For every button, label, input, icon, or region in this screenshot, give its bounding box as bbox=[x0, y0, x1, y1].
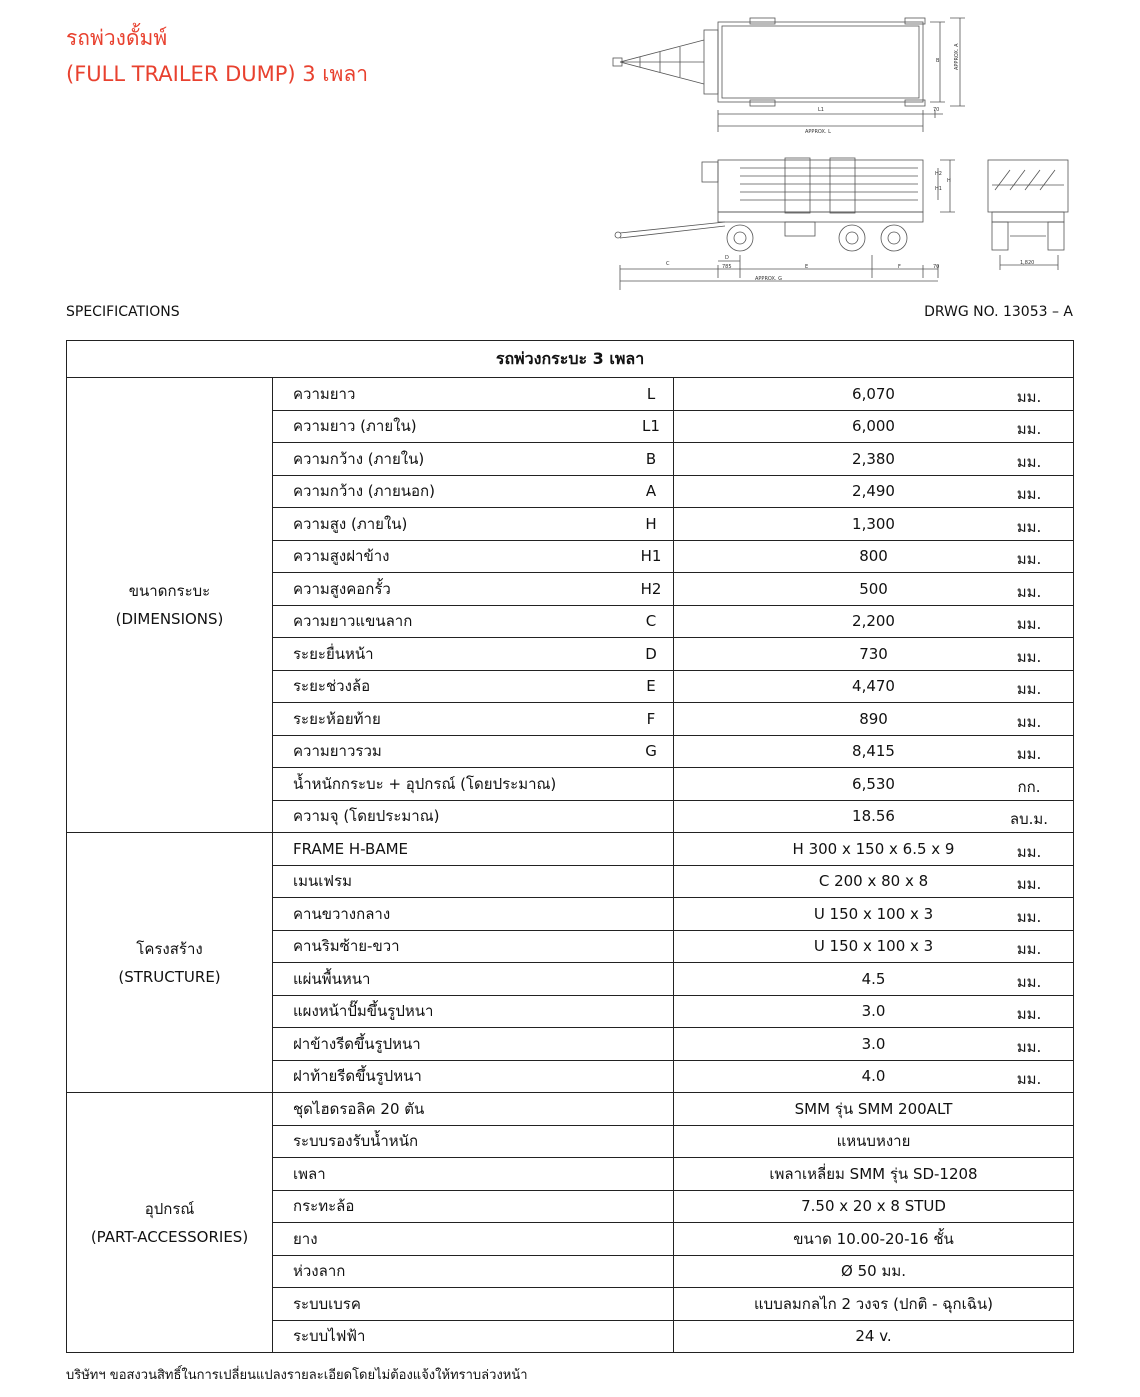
value-text: 6,530 bbox=[852, 774, 895, 793]
value-cell bbox=[674, 1288, 1074, 1321]
parameter-cell bbox=[273, 800, 674, 833]
parameter-name: ยาง bbox=[293, 1229, 318, 1248]
value-text: เพลาเหลี่ยม SMM รุ่น SD-1208 bbox=[769, 1164, 978, 1183]
parameter-cell bbox=[273, 1028, 674, 1061]
parameter-cell bbox=[273, 703, 674, 736]
parameter-cell bbox=[273, 768, 674, 801]
rear-view-drawing bbox=[988, 160, 1068, 270]
parameter-name: ระยะห้อยท้าย bbox=[293, 709, 381, 728]
parameter-name: ความสูง (ภายใน) bbox=[293, 514, 408, 533]
value-text: 4.0 bbox=[861, 1067, 886, 1086]
parameter-name: ความจุ (โดยประมาณ) bbox=[293, 807, 440, 826]
parameter-cell bbox=[273, 1093, 674, 1126]
top-view-drawing bbox=[613, 18, 965, 132]
parameter-name: ความยาว bbox=[293, 384, 356, 403]
value-text: Ø 50 มม. bbox=[841, 1262, 906, 1281]
unit-text: มม. bbox=[1016, 875, 1042, 894]
parameter-cell bbox=[273, 410, 674, 443]
value-cell bbox=[674, 1255, 1074, 1288]
drawing-label: 1,820 bbox=[1020, 260, 1035, 266]
parameter-name: เมนเฟรม bbox=[293, 872, 352, 891]
drawing-label: 70 bbox=[933, 264, 940, 270]
trailer-technical-drawing bbox=[600, 10, 1080, 290]
value-cell bbox=[674, 1158, 1074, 1191]
drawing-label: L1 bbox=[818, 107, 824, 113]
parameter-cell bbox=[273, 573, 674, 606]
value-cell bbox=[674, 963, 1074, 996]
parameter-name: ความกว้าง (ภายนอก) bbox=[293, 482, 435, 501]
parameter-symbol: L bbox=[646, 384, 656, 403]
unit-text: มม. bbox=[1016, 582, 1042, 601]
unit-text: มม. bbox=[1016, 1070, 1042, 1089]
drawing-label: F bbox=[898, 264, 901, 270]
parameter-symbol: A bbox=[645, 482, 657, 501]
page-title-english: (FULL TRAILER DUMP) 3 เพลา bbox=[66, 62, 368, 86]
value-cell bbox=[674, 1320, 1074, 1353]
value-text: 3.0 bbox=[861, 1034, 886, 1053]
table-row bbox=[67, 378, 1074, 411]
parameter-cell bbox=[273, 1060, 674, 1093]
parameter-name: ฝาข้างรีดขึ้นรูปหนา bbox=[293, 1034, 421, 1053]
parameter-name: ความยาว (ภายใน) bbox=[293, 417, 417, 436]
value-text: แบบลมกลไก 2 วงจร (ปกติ - ฉุกเฉิน) bbox=[754, 1294, 994, 1313]
parameter-name: ระบบไฟฟ้า bbox=[293, 1327, 366, 1346]
parameter-cell bbox=[273, 833, 674, 866]
value-cell bbox=[674, 1125, 1074, 1158]
parameter-cell bbox=[273, 1158, 674, 1191]
drawing-label: APPROX. L bbox=[805, 129, 831, 135]
parameter-symbol: B bbox=[645, 449, 657, 468]
parameter-name: กระทะล้อ bbox=[293, 1197, 355, 1216]
parameter-name: ระยะช่วงล้อ bbox=[293, 677, 371, 696]
parameter-symbol: G bbox=[645, 742, 657, 761]
parameter-cell bbox=[273, 443, 674, 476]
drawing-label: C bbox=[666, 261, 670, 267]
value-text: H 300 x 150 x 6.5 x 9 bbox=[792, 839, 955, 858]
parameter-cell bbox=[273, 638, 674, 671]
category-label-english: (STRUCTURE) bbox=[118, 967, 221, 986]
parameter-cell bbox=[273, 1320, 674, 1353]
unit-text: มม. bbox=[1016, 745, 1042, 764]
parameter-symbol: C bbox=[645, 612, 657, 631]
parameter-name: ระยะยื่นหน้า bbox=[293, 644, 374, 663]
value-text: 4,470 bbox=[852, 677, 895, 696]
parameter-cell bbox=[273, 865, 674, 898]
value-cell bbox=[674, 1223, 1074, 1256]
table-row bbox=[67, 1093, 1074, 1126]
side-view-drawing bbox=[615, 158, 955, 290]
parameter-name: แผงหน้าปั๊มขึ้นรูปหนา bbox=[293, 1002, 434, 1021]
parameter-cell bbox=[273, 1223, 674, 1256]
drawing-label: 785 bbox=[722, 264, 732, 270]
parameter-name: ความยาวแขนลาก bbox=[293, 612, 413, 631]
unit-text: ลบ.ม. bbox=[1009, 810, 1049, 829]
parameter-name: คานขวางกลาง bbox=[293, 904, 391, 923]
drawing-label: 70 bbox=[933, 107, 940, 113]
drawing-label: APPROX. A bbox=[954, 43, 960, 70]
value-text: 2,380 bbox=[852, 449, 895, 468]
parameter-cell bbox=[273, 1125, 674, 1158]
value-text: 3.0 bbox=[861, 1002, 886, 1021]
parameter-cell bbox=[273, 605, 674, 638]
parameter-symbol: D bbox=[645, 644, 657, 663]
drawing-number: DRWG NO. 13053 – A bbox=[924, 304, 1073, 320]
parameter-cell bbox=[273, 898, 674, 931]
value-text: 7.50 x 20 x 8 STUD bbox=[801, 1197, 946, 1216]
value-cell bbox=[674, 638, 1074, 671]
parameter-name: ชุดไฮดรอลิค 20 ตัน bbox=[293, 1099, 425, 1118]
drawing-label: APPROX. G bbox=[755, 276, 783, 282]
value-cell bbox=[674, 768, 1074, 801]
footnote-disclaimer: บริษัทฯ ขอสงวนสิทธิ์ในการเปลี่ยนแปลงรายละเอียดโดยไม่ต้องแจ้งให้ทราบล่วงหน้า bbox=[66, 1368, 528, 1383]
value-cell bbox=[674, 670, 1074, 703]
parameter-name: น้ำหนักกระบะ + อุปกรณ์ (โดยประมาณ) bbox=[293, 774, 557, 793]
parameter-name: ระบบรองรับน้ำหนัก bbox=[293, 1132, 419, 1151]
parameter-symbol: H bbox=[645, 514, 657, 533]
value-text: 500 bbox=[859, 579, 888, 598]
value-text: ขนาด 10.00-20-16 ชั้น bbox=[793, 1229, 954, 1248]
value-text: 800 bbox=[859, 547, 888, 566]
category-label-english: (DIMENSIONS) bbox=[115, 610, 224, 628]
parameter-name: เพลา bbox=[293, 1164, 326, 1183]
value-text: SMM รุ่น SMM 200ALT bbox=[794, 1099, 953, 1118]
parameter-symbol: F bbox=[646, 709, 656, 728]
drawing-label: D bbox=[725, 255, 729, 261]
unit-text: มม. bbox=[1016, 712, 1042, 731]
drawing-label: H2 bbox=[935, 171, 942, 177]
value-cell bbox=[674, 605, 1074, 638]
category-cell bbox=[67, 833, 273, 1093]
unit-text: มม. bbox=[1016, 452, 1042, 471]
value-cell bbox=[674, 735, 1074, 768]
value-cell bbox=[674, 443, 1074, 476]
parameter-name: ห่วงลาก bbox=[293, 1262, 346, 1281]
category-label-thai: อุปกรณ์ bbox=[144, 1199, 195, 1218]
unit-text: มม. bbox=[1016, 647, 1042, 666]
category-cell bbox=[67, 1093, 273, 1353]
parameter-cell bbox=[273, 995, 674, 1028]
value-cell bbox=[674, 930, 1074, 963]
value-text: 8,415 bbox=[852, 742, 895, 761]
value-text: 6,070 bbox=[852, 384, 895, 403]
value-text: 2,490 bbox=[852, 482, 895, 501]
drawing-label: E bbox=[805, 264, 809, 270]
value-cell bbox=[674, 833, 1074, 866]
value-text: 730 bbox=[859, 644, 888, 663]
value-cell bbox=[674, 475, 1074, 508]
drawing-label: B bbox=[936, 58, 940, 64]
category-label-english: (PART-ACCESSORIES) bbox=[90, 1227, 249, 1246]
drawing-dimension-labels bbox=[666, 43, 1034, 282]
value-cell bbox=[674, 800, 1074, 833]
table-title: รถพ่วงกระบะ 3 เพลา bbox=[67, 341, 1074, 378]
parameter-cell bbox=[273, 1255, 674, 1288]
parameter-cell bbox=[273, 1288, 674, 1321]
parameter-symbol: L1 bbox=[642, 417, 660, 436]
unit-text: มม. bbox=[1016, 615, 1042, 634]
value-text: 890 bbox=[859, 709, 888, 728]
page-title-thai: รถพ่วงดั้มพ์ bbox=[66, 26, 168, 50]
unit-text: มม. bbox=[1016, 1005, 1042, 1024]
value-text: 6,000 bbox=[852, 417, 895, 436]
parameter-name: ความยาวรวม bbox=[293, 742, 382, 761]
parameter-cell bbox=[273, 735, 674, 768]
drawing-label: H1 bbox=[935, 186, 942, 192]
parameter-cell bbox=[273, 1190, 674, 1223]
parameter-name: ระบบเบรค bbox=[293, 1294, 361, 1313]
value-cell bbox=[674, 898, 1074, 931]
parameter-cell bbox=[273, 930, 674, 963]
value-text: 4.5 bbox=[861, 969, 886, 988]
parameter-name: คานริมซ้าย-ขวา bbox=[293, 937, 400, 956]
parameter-name: ความสูงฝาข้าง bbox=[293, 547, 390, 566]
parameter-name: ความสูงคอกรั้ว bbox=[293, 579, 391, 598]
specifications-label: SPECIFICATIONS bbox=[66, 304, 180, 320]
unit-text: กก. bbox=[1017, 777, 1041, 796]
unit-text: มม. bbox=[1016, 940, 1042, 959]
value-cell bbox=[674, 1060, 1074, 1093]
parameter-cell bbox=[273, 670, 674, 703]
category-label-thai: โครงสร้าง bbox=[136, 939, 203, 958]
value-cell bbox=[674, 995, 1074, 1028]
value-cell bbox=[674, 1093, 1074, 1126]
parameter-cell bbox=[273, 378, 674, 411]
parameter-cell bbox=[273, 475, 674, 508]
value-text: แหนบหงาย bbox=[836, 1132, 911, 1151]
unit-text: มม. bbox=[1016, 420, 1042, 439]
value-cell bbox=[674, 378, 1074, 411]
unit-text: มม. bbox=[1016, 680, 1042, 699]
category-label-thai: ขนาดกระบะ bbox=[128, 582, 211, 600]
unit-text: มม. bbox=[1016, 842, 1042, 861]
parameter-cell bbox=[273, 963, 674, 996]
parameter-symbol: H2 bbox=[640, 579, 662, 598]
value-text: 24 v. bbox=[855, 1327, 892, 1346]
value-cell bbox=[674, 573, 1074, 606]
value-cell bbox=[674, 540, 1074, 573]
unit-text: มม. bbox=[1016, 1037, 1042, 1056]
table-row bbox=[67, 833, 1074, 866]
parameter-name: ฝาท้ายรีดขึ้นรูปหนา bbox=[293, 1067, 422, 1086]
value-cell bbox=[674, 1028, 1074, 1061]
value-text: U 150 x 100 x 3 bbox=[813, 904, 934, 923]
value-text: C 200 x 80 x 8 bbox=[818, 872, 929, 891]
parameter-name: FRAME H-BAME bbox=[293, 839, 409, 858]
parameter-cell bbox=[273, 508, 674, 541]
unit-text: มม. bbox=[1016, 972, 1042, 991]
value-text: 2,200 bbox=[852, 612, 895, 631]
specifications-table bbox=[66, 340, 1074, 1353]
value-text: 18.56 bbox=[852, 807, 895, 826]
unit-text: มม. bbox=[1016, 550, 1042, 569]
unit-text: มม. bbox=[1016, 485, 1042, 504]
value-text: 1,300 bbox=[852, 514, 895, 533]
unit-text: มม. bbox=[1016, 387, 1042, 406]
value-text: U 150 x 100 x 3 bbox=[813, 937, 934, 956]
category-cell bbox=[67, 378, 273, 833]
unit-text: มม. bbox=[1016, 517, 1042, 536]
parameter-name: แผ่นพื้นหนา bbox=[293, 969, 371, 988]
drawing-label: H bbox=[947, 178, 951, 184]
parameter-name: ความกว้าง (ภายใน) bbox=[293, 449, 425, 468]
value-cell bbox=[674, 1190, 1074, 1223]
parameter-symbol: H1 bbox=[640, 547, 662, 566]
value-cell bbox=[674, 410, 1074, 443]
value-cell bbox=[674, 703, 1074, 736]
unit-text: มม. bbox=[1016, 907, 1042, 926]
value-cell bbox=[674, 508, 1074, 541]
value-cell bbox=[674, 865, 1074, 898]
parameter-cell bbox=[273, 540, 674, 573]
parameter-symbol: E bbox=[646, 677, 656, 696]
